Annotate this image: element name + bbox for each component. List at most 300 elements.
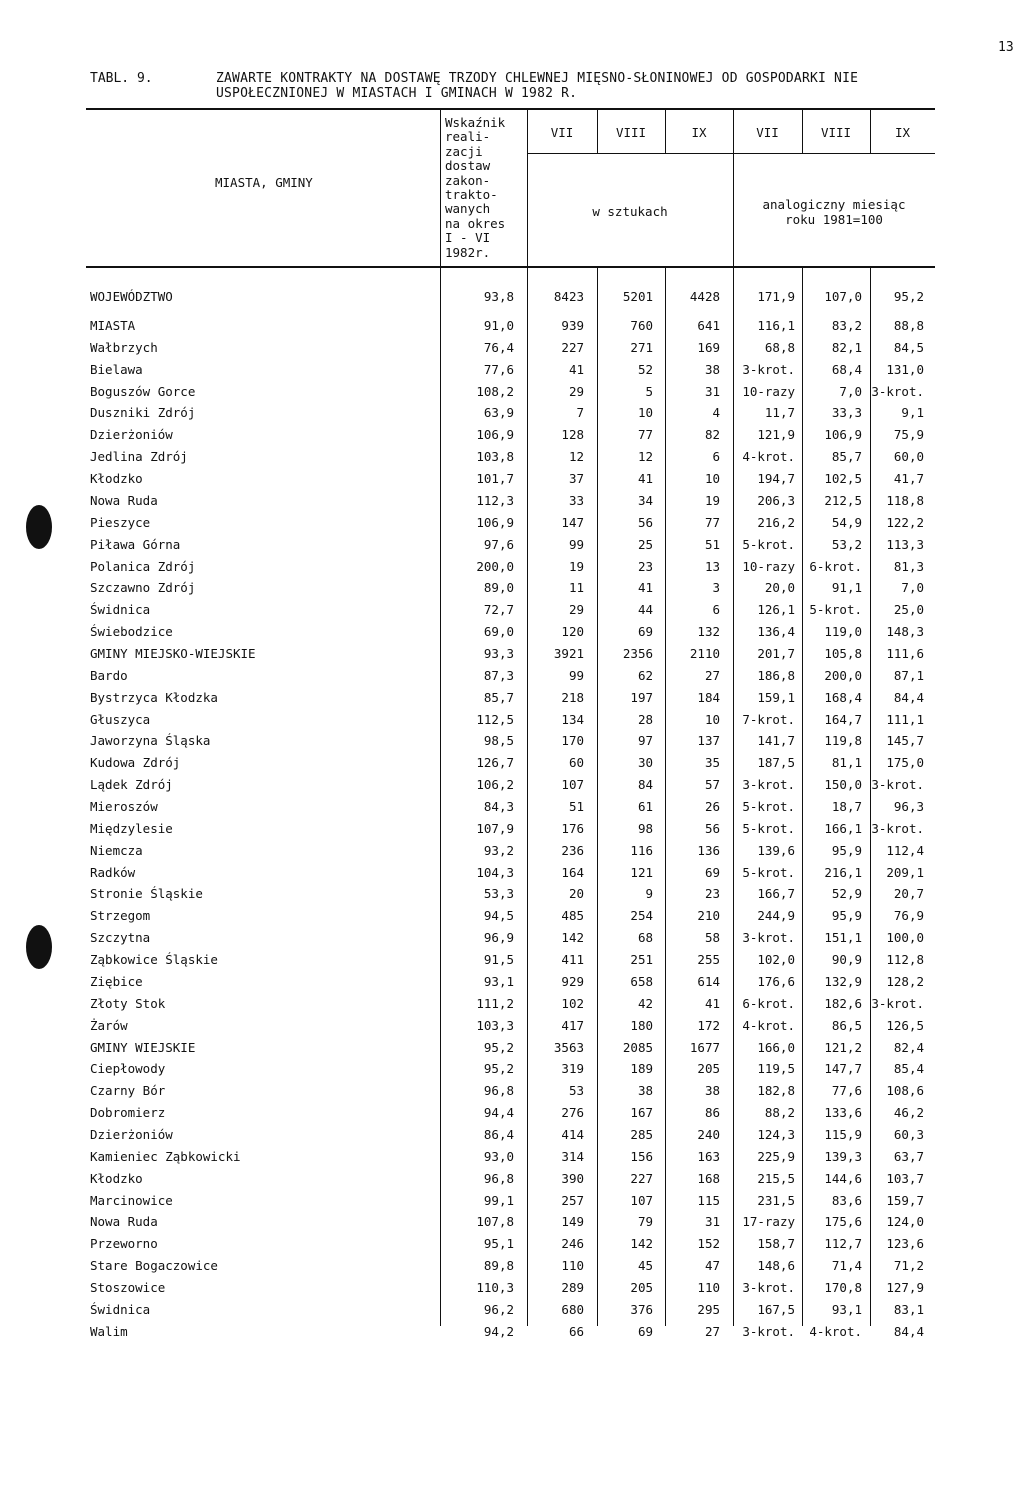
table-cell: 102,0 bbox=[757, 952, 795, 968]
table-cell: 103,7 bbox=[886, 1170, 924, 1186]
table-cell: 108,6 bbox=[886, 1083, 924, 1099]
punch-hole bbox=[26, 505, 52, 549]
table-cell: 225,9 bbox=[757, 1148, 795, 1164]
table-cell: 159,1 bbox=[757, 689, 795, 705]
table-cell: 83,6 bbox=[831, 1192, 862, 1208]
table-cell: 171,9 bbox=[757, 289, 795, 304]
table-cell: 107 bbox=[630, 1192, 653, 1208]
table-cell: 119,5 bbox=[757, 1061, 795, 1077]
table-cell: 108,2 bbox=[476, 383, 514, 399]
table-cell: 112,4 bbox=[886, 842, 924, 858]
table-cell: 271 bbox=[630, 339, 653, 355]
table-cell: 69 bbox=[637, 1323, 653, 1339]
table-cell: 91,5 bbox=[483, 952, 514, 968]
table-cell: 170,8 bbox=[824, 1280, 862, 1296]
table-cell: 93,3 bbox=[483, 645, 514, 661]
row-name: Nowa Ruda bbox=[90, 492, 158, 508]
table-cell: 81,3 bbox=[893, 558, 924, 574]
table-cell: 200,0 bbox=[476, 558, 514, 574]
table-cell: 166,0 bbox=[757, 1039, 795, 1055]
table-cell: 23 bbox=[637, 558, 653, 574]
table-cell: 134 bbox=[561, 711, 584, 727]
row-name: MIASTA bbox=[90, 318, 136, 333]
table-cell: 111,2 bbox=[476, 995, 514, 1011]
table-cell: 77 bbox=[637, 427, 653, 443]
header-month-ix: IX bbox=[894, 125, 911, 140]
table-cell: 139,6 bbox=[757, 842, 795, 858]
table-cell: 132 bbox=[697, 624, 720, 640]
table-cell: 107,0 bbox=[824, 289, 862, 304]
table-cell: 176,6 bbox=[757, 973, 795, 989]
table-cell: 4-krot. bbox=[809, 1323, 862, 1339]
table-cell: 137 bbox=[697, 733, 720, 749]
table-cell: 115,9 bbox=[824, 1127, 862, 1142]
table-cell: 120 bbox=[561, 624, 584, 640]
header-area: MIASTA, GMINY bbox=[215, 175, 313, 190]
table-cell: 95,9 bbox=[831, 908, 862, 924]
table-cell: 147 bbox=[561, 514, 584, 530]
column-divider bbox=[597, 266, 598, 1326]
header-units-index-line-1: analogiczny miesiąc bbox=[762, 197, 906, 212]
table-cell: 112,5 bbox=[476, 711, 514, 727]
table-cell: 85,4 bbox=[893, 1061, 924, 1077]
table-cell: 10 bbox=[704, 471, 720, 487]
table-cell: 111,1 bbox=[886, 711, 924, 727]
table-cell: 3-krot. bbox=[871, 995, 924, 1011]
table-cell: 236 bbox=[561, 842, 584, 858]
table-cell: 107,8 bbox=[476, 1214, 514, 1230]
row-name: Bielawa bbox=[90, 361, 143, 377]
table-cell: 314 bbox=[561, 1148, 584, 1164]
header-month-vii: VII bbox=[756, 125, 779, 140]
table-cell: 227 bbox=[630, 1170, 653, 1186]
table-cell: 276 bbox=[561, 1105, 584, 1121]
table-cell: 17-razy bbox=[742, 1214, 795, 1230]
table-cell: 53,2 bbox=[831, 536, 862, 552]
table-cell: 68,4 bbox=[831, 361, 862, 377]
table-cell: 94,2 bbox=[483, 1323, 514, 1339]
table-cell: 150,0 bbox=[824, 777, 862, 793]
table-cell: 189 bbox=[630, 1061, 653, 1077]
table-cell: 69 bbox=[637, 624, 653, 640]
table-cell: 110 bbox=[697, 1280, 720, 1296]
table-cell: 96,8 bbox=[483, 1083, 514, 1099]
table-cell: 3-krot. bbox=[742, 1323, 795, 1339]
table-cell: 167,5 bbox=[757, 1301, 795, 1317]
table-cell: 205 bbox=[630, 1280, 653, 1296]
table-cell: 128 bbox=[561, 427, 584, 443]
table-cell: 5 bbox=[645, 383, 653, 399]
table-cell: 102 bbox=[561, 995, 584, 1011]
table-cell: 8423 bbox=[553, 289, 584, 304]
table-cell: 5-krot. bbox=[742, 864, 795, 880]
table-cell: 116,1 bbox=[757, 318, 795, 333]
table-cell: 100,0 bbox=[886, 930, 924, 946]
table-cell: 939 bbox=[561, 318, 584, 333]
table-cell: 52 bbox=[637, 361, 653, 377]
punch-hole bbox=[26, 925, 52, 969]
table-cell: 116 bbox=[630, 842, 653, 858]
table-cell: 218 bbox=[561, 689, 584, 705]
table-cell: 227 bbox=[561, 339, 584, 355]
table-cell: 11,7 bbox=[764, 405, 795, 421]
row-name: Lądek Zdrój bbox=[90, 777, 173, 793]
row-name: Głuszyca bbox=[90, 711, 151, 727]
table-cell: 84,3 bbox=[483, 799, 514, 815]
table-cell: 112,8 bbox=[886, 952, 924, 968]
table-cell: 166,1 bbox=[824, 820, 862, 836]
table-cell: 103,8 bbox=[476, 449, 514, 465]
table-cell: 41 bbox=[637, 471, 653, 487]
table-cell: 99 bbox=[568, 536, 584, 552]
table-cell: 19 bbox=[568, 558, 584, 574]
header-month-ix: IX bbox=[691, 125, 707, 140]
table-cell: 184 bbox=[697, 689, 720, 705]
table-cell: 98 bbox=[637, 820, 653, 836]
row-name: Bystrzyca Kłodzka bbox=[90, 689, 218, 705]
table-cell: 63,7 bbox=[893, 1148, 924, 1164]
table-cell: 46,2 bbox=[893, 1105, 924, 1121]
table-cell: 1677 bbox=[689, 1039, 720, 1055]
table-cell: 72,7 bbox=[483, 602, 514, 618]
table-cell: 2085 bbox=[622, 1039, 653, 1055]
table-cell: 2110 bbox=[689, 645, 720, 661]
table-cell: 63,9 bbox=[483, 405, 514, 421]
table-cell: 44 bbox=[637, 602, 653, 618]
table-cell: 31 bbox=[704, 383, 720, 399]
table-cell: 4428 bbox=[689, 289, 720, 304]
table-cell: 93,2 bbox=[483, 842, 514, 858]
table-cell: 319 bbox=[561, 1061, 584, 1077]
table-cell: 133,6 bbox=[824, 1105, 862, 1121]
table-label: TABL. 9. bbox=[90, 71, 153, 86]
table-cell: 95,2 bbox=[893, 289, 924, 304]
table-cell: 53 bbox=[568, 1083, 584, 1099]
table-cell: 215,5 bbox=[757, 1170, 795, 1186]
row-name: Strzegom bbox=[90, 908, 151, 924]
table-cell: 101,7 bbox=[476, 471, 514, 487]
table-cell: 93,8 bbox=[483, 289, 514, 304]
table-cell: 3-krot. bbox=[871, 820, 924, 836]
table-cell: 614 bbox=[697, 973, 720, 989]
table-cell: 95,1 bbox=[483, 1236, 514, 1252]
table-cell: 27 bbox=[704, 667, 720, 683]
table-cell: 251 bbox=[630, 952, 653, 968]
table-cell: 88,8 bbox=[893, 318, 924, 333]
table-cell: 56 bbox=[704, 820, 720, 836]
table-cell: 38 bbox=[704, 1083, 720, 1099]
table-cell: 81,1 bbox=[831, 755, 862, 771]
row-name: Niemcza bbox=[90, 842, 143, 858]
table-cell: 60 bbox=[568, 755, 584, 771]
table-cell: 76,9 bbox=[893, 908, 924, 924]
table-cell: 4-krot. bbox=[742, 1017, 795, 1033]
row-name: Świebodzice bbox=[90, 624, 173, 640]
table-cell: 89,0 bbox=[483, 580, 514, 596]
table-cell: 5-krot. bbox=[809, 602, 862, 618]
table-cell: 2356 bbox=[622, 645, 653, 661]
table-cell: 27 bbox=[704, 1323, 720, 1339]
row-name: Żarów bbox=[90, 1017, 128, 1033]
row-name: Bardo bbox=[90, 667, 128, 683]
table-cell: 58 bbox=[704, 930, 720, 946]
table-cell: 20 bbox=[568, 886, 584, 902]
table-cell: 156 bbox=[630, 1148, 653, 1164]
table-cell: 69 bbox=[704, 864, 720, 880]
table-cell: 126,7 bbox=[476, 755, 514, 771]
table-cell: 139,3 bbox=[824, 1148, 862, 1164]
table-cell: 10-razy bbox=[742, 383, 795, 399]
table-cell: 110 bbox=[561, 1258, 584, 1274]
table-cell: 84 bbox=[637, 777, 653, 793]
table-cell: 257 bbox=[561, 1192, 584, 1208]
table-cell: 86 bbox=[704, 1105, 720, 1121]
table-cell: 128,2 bbox=[886, 973, 924, 989]
table-cell: 163 bbox=[697, 1148, 720, 1164]
table-cell: 180 bbox=[630, 1017, 653, 1033]
table-cell: 166,7 bbox=[757, 886, 795, 902]
table-cell: 38 bbox=[637, 1083, 653, 1099]
table-cell: 113,3 bbox=[886, 536, 924, 552]
row-name: Wałbrzych bbox=[90, 339, 158, 355]
table-cell: 295 bbox=[697, 1301, 720, 1317]
row-name: Stare Bogaczowice bbox=[90, 1258, 218, 1274]
table-cell: 93,1 bbox=[831, 1301, 862, 1317]
row-name: Walim bbox=[90, 1323, 128, 1339]
table-cell: 5-krot. bbox=[742, 820, 795, 836]
column-divider bbox=[527, 110, 528, 1326]
table-cell: 175,0 bbox=[886, 755, 924, 771]
row-name: Stoszowice bbox=[90, 1280, 166, 1296]
table-cell: 417 bbox=[561, 1017, 584, 1033]
table-cell: 84,5 bbox=[893, 339, 924, 355]
table-cell: 10 bbox=[637, 405, 653, 421]
table-cell: 5201 bbox=[622, 289, 653, 304]
table-cell: 6-krot. bbox=[809, 558, 862, 574]
table-cell: 121,2 bbox=[824, 1039, 862, 1055]
table-cell: 216,2 bbox=[757, 514, 795, 530]
table-cell: 41 bbox=[704, 995, 720, 1011]
table-cell: 66 bbox=[568, 1323, 584, 1339]
header-month-viii: VIII bbox=[615, 125, 647, 140]
table-cell: 142 bbox=[561, 930, 584, 946]
table-cell: 141,7 bbox=[757, 733, 795, 749]
table-cell: 71,2 bbox=[893, 1258, 924, 1274]
table-cell: 88,2 bbox=[764, 1105, 795, 1121]
row-name: Boguszów Gorce bbox=[90, 383, 196, 399]
table-cell: 20,0 bbox=[764, 580, 795, 596]
table-cell: 34 bbox=[637, 492, 653, 508]
table-cell: 123,6 bbox=[886, 1236, 924, 1252]
table-cell: 7-krot. bbox=[742, 711, 795, 727]
table-cell: 82,1 bbox=[831, 339, 862, 355]
table-cell: 7,0 bbox=[839, 383, 862, 399]
index-month-rule bbox=[733, 153, 935, 154]
table-cell: 289 bbox=[561, 1280, 584, 1296]
table-cell: 106,9 bbox=[476, 514, 514, 530]
row-name: Mieroszów bbox=[90, 799, 158, 815]
table-cell: 51 bbox=[568, 799, 584, 815]
table-cell: 168 bbox=[697, 1170, 720, 1186]
table-cell: 3-krot. bbox=[742, 930, 795, 946]
table-cell: 124,3 bbox=[757, 1127, 795, 1142]
table-cell: 106,9 bbox=[476, 427, 514, 443]
table-cell: 6 bbox=[712, 449, 720, 465]
row-name: Ziębice bbox=[90, 973, 143, 989]
table-cell: 127,9 bbox=[886, 1280, 924, 1296]
table-cell: 121,9 bbox=[757, 427, 795, 443]
table-cell: 206,3 bbox=[757, 492, 795, 508]
table-cell: 106,2 bbox=[476, 777, 514, 793]
table-cell: 186,8 bbox=[757, 667, 795, 683]
row-name: Jaworzyna Śląska bbox=[90, 733, 211, 749]
row-name: Dzierżoniów bbox=[90, 427, 173, 443]
table-cell: 91,0 bbox=[483, 318, 514, 333]
row-name: Czarny Bór bbox=[90, 1083, 166, 1099]
table-cell: 52,9 bbox=[831, 886, 862, 902]
table-cell: 89,8 bbox=[483, 1258, 514, 1274]
table-cell: 71,4 bbox=[831, 1258, 862, 1274]
table-cell: 254 bbox=[630, 908, 653, 924]
table-cell: 90,9 bbox=[831, 952, 862, 968]
table-cell: 760 bbox=[630, 318, 653, 333]
row-name: Szczawno Zdrój bbox=[90, 580, 196, 596]
table-cell: 93,1 bbox=[483, 973, 514, 989]
table-cell: 18,7 bbox=[831, 799, 862, 815]
table-cell: 149 bbox=[561, 1214, 584, 1230]
row-name: Jedlina Zdrój bbox=[90, 449, 188, 465]
table-cell: 29 bbox=[568, 383, 584, 399]
table-cell: 3-krot. bbox=[871, 777, 924, 793]
table-cell: 390 bbox=[561, 1170, 584, 1186]
row-name: Polanica Zdrój bbox=[90, 558, 196, 574]
table-cell: 41,7 bbox=[893, 471, 924, 487]
table-cell: 7 bbox=[576, 405, 584, 421]
table-cell: 96,8 bbox=[483, 1170, 514, 1186]
header-month-viii: VIII bbox=[820, 125, 852, 140]
table-cell: 31 bbox=[704, 1214, 720, 1230]
table-cell: 75,9 bbox=[893, 427, 924, 443]
table-cell: 68 bbox=[637, 930, 653, 946]
row-name: Kłodzko bbox=[90, 1170, 143, 1186]
table-cell: 136,4 bbox=[757, 624, 795, 640]
table-cell: 641 bbox=[697, 318, 720, 333]
table-cell: 112,7 bbox=[824, 1236, 862, 1252]
table-cell: 107 bbox=[561, 777, 584, 793]
table-cell: 112,3 bbox=[476, 492, 514, 508]
table-cell: 51 bbox=[704, 536, 720, 552]
table-cell: 169 bbox=[697, 339, 720, 355]
table-cell: 20,7 bbox=[893, 886, 924, 902]
table-cell: 86,4 bbox=[483, 1127, 514, 1142]
table-cell: 285 bbox=[630, 1127, 653, 1142]
table-cell: 93,0 bbox=[483, 1148, 514, 1164]
table-cell: 7,0 bbox=[901, 580, 924, 596]
table-cell: 33 bbox=[568, 492, 584, 508]
table-cell: 62 bbox=[637, 667, 653, 683]
table-cell: 41 bbox=[637, 580, 653, 596]
table-cell: 99 bbox=[568, 667, 584, 683]
table-cell: 126,5 bbox=[886, 1017, 924, 1033]
row-name: Piława Górna bbox=[90, 536, 181, 552]
column-divider bbox=[802, 266, 803, 1326]
table-cell: 6-krot. bbox=[742, 995, 795, 1011]
table-cell: 3 bbox=[712, 580, 720, 596]
table-cell: 86,5 bbox=[831, 1017, 862, 1033]
table-cell: 77,6 bbox=[483, 361, 514, 377]
table-cell: 9 bbox=[645, 886, 653, 902]
table-cell: 144,6 bbox=[824, 1170, 862, 1186]
table-cell: 69,0 bbox=[483, 624, 514, 640]
table-cell: 26 bbox=[704, 799, 720, 815]
table-cell: 45 bbox=[637, 1258, 653, 1274]
table-cell: 12 bbox=[568, 449, 584, 465]
table-cell: 187,5 bbox=[757, 755, 795, 771]
table-cell: 9,1 bbox=[901, 405, 924, 421]
table-cell: 79 bbox=[637, 1214, 653, 1230]
table-cell: 94,4 bbox=[483, 1105, 514, 1121]
table-cell: 159,7 bbox=[886, 1192, 924, 1208]
column-divider bbox=[870, 266, 871, 1326]
row-name: Dobromierz bbox=[90, 1105, 166, 1121]
column-divider bbox=[665, 266, 666, 1326]
table-cell: 107,9 bbox=[476, 820, 514, 836]
table-title-line-2: USPOŁECZNIONEJ W MIASTACH I GMINACH W 1982 R. bbox=[216, 86, 578, 101]
table-cell: 84,4 bbox=[893, 1323, 924, 1339]
table-cell: 170 bbox=[561, 733, 584, 749]
table-cell: 201,7 bbox=[757, 645, 795, 661]
table-cell: 200,0 bbox=[824, 667, 862, 683]
row-name: Szczytna bbox=[90, 930, 151, 946]
table-cell: 97,6 bbox=[483, 536, 514, 552]
row-name: Kamieniec Ząbkowicki bbox=[90, 1148, 241, 1164]
table-cell: 929 bbox=[561, 973, 584, 989]
table-cell: 105,8 bbox=[824, 645, 862, 661]
table-cell: 37 bbox=[568, 471, 584, 487]
table-cell: 118,8 bbox=[886, 492, 924, 508]
table-cell: 126,1 bbox=[757, 602, 795, 618]
header-bottom-rule bbox=[86, 266, 935, 268]
table-cell: 142 bbox=[630, 1236, 653, 1252]
table-cell: 47 bbox=[704, 1258, 720, 1274]
table-cell: 136 bbox=[697, 842, 720, 858]
table-cell: 30 bbox=[637, 755, 653, 771]
row-name: Pieszyce bbox=[90, 514, 151, 530]
table-cell: 96,2 bbox=[483, 1301, 514, 1317]
table-cell: 148,3 bbox=[886, 624, 924, 640]
table-cell: 255 bbox=[697, 952, 720, 968]
header-units-index-line-2: roku 1981=100 bbox=[785, 212, 883, 227]
table-cell: 231,5 bbox=[757, 1192, 795, 1208]
table-cell: 41 bbox=[568, 361, 584, 377]
table-cell: 216,1 bbox=[824, 864, 862, 880]
table-cell: 87,3 bbox=[483, 667, 514, 683]
row-name: Kłodzko bbox=[90, 471, 143, 487]
row-name: Ciepłowody bbox=[90, 1061, 166, 1077]
table-cell: 209,1 bbox=[886, 864, 924, 880]
table-cell: 147,7 bbox=[824, 1061, 862, 1077]
column-divider bbox=[440, 110, 441, 1326]
table-cell: 414 bbox=[561, 1127, 584, 1142]
row-name: Przeworno bbox=[90, 1236, 158, 1252]
row-name: Złoty Stok bbox=[90, 995, 166, 1011]
table-cell: 10-razy bbox=[742, 558, 795, 574]
table-cell: 145,7 bbox=[886, 733, 924, 749]
table-cell: 76,4 bbox=[483, 339, 514, 355]
table-cell: 38 bbox=[704, 361, 720, 377]
table-cell: 104,3 bbox=[476, 864, 514, 880]
row-name: Stronie Śląskie bbox=[90, 886, 203, 902]
